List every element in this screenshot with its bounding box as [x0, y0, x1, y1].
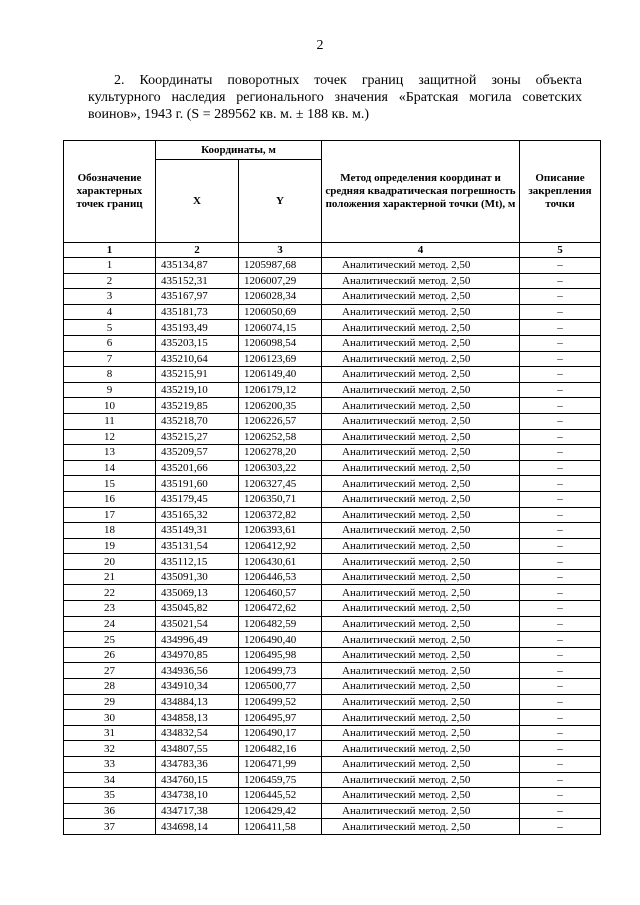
- point-number-cell: 7: [64, 351, 156, 367]
- point-number-cell: 31: [64, 725, 156, 741]
- method-cell: Аналитический метод. 2,50: [322, 569, 520, 585]
- point-number-cell: 16: [64, 491, 156, 507]
- method-cell: Аналитический метод. 2,50: [322, 335, 520, 351]
- x-coordinate-cell: 435069,13: [156, 585, 239, 601]
- method-cell: Аналитический метод. 2,50: [322, 647, 520, 663]
- y-coordinate-cell: 1206179,12: [239, 382, 322, 398]
- description-cell: –: [520, 601, 601, 617]
- table-row: [64, 523, 601, 539]
- description-cell: –: [520, 632, 601, 648]
- y-coordinate-cell: 1206412,92: [239, 538, 322, 554]
- description-cell: –: [520, 710, 601, 726]
- method-cell: Аналитический метод. 2,50: [322, 289, 520, 305]
- method-cell: Аналитический метод. 2,50: [322, 320, 520, 336]
- y-coordinate-cell: 1206445,52: [239, 788, 322, 804]
- description-cell: –: [520, 507, 601, 523]
- description-cell: –: [520, 788, 601, 804]
- table-row: [64, 460, 601, 476]
- description-cell: –: [520, 429, 601, 445]
- table-row: [64, 445, 601, 461]
- y-coordinate-cell: 1206123,69: [239, 351, 322, 367]
- y-coordinate-cell: 1206495,98: [239, 647, 322, 663]
- point-number-cell: 4: [64, 304, 156, 320]
- y-coordinate-cell: 1206499,52: [239, 694, 322, 710]
- y-coordinate-cell: 1206490,40: [239, 632, 322, 648]
- table-row: [64, 788, 601, 804]
- table-row: [64, 616, 601, 632]
- heading-line-3: воинов», 1943 г. (S = 289562 кв. м. ± 188 кв. м.): [88, 107, 370, 122]
- point-number-cell: 8: [64, 367, 156, 383]
- method-cell: Аналитический метод. 2,50: [322, 788, 520, 804]
- y-coordinate-cell: 1206007,29: [239, 273, 322, 289]
- table-row: [64, 647, 601, 663]
- header-coordinates: Координаты, м: [156, 141, 322, 160]
- coordinates-table: [63, 140, 601, 835]
- point-number-cell: 37: [64, 819, 156, 835]
- x-coordinate-cell: 434970,85: [156, 647, 239, 663]
- x-coordinate-cell: 434884,13: [156, 694, 239, 710]
- x-coordinate-cell: 435091,30: [156, 569, 239, 585]
- x-coordinate-cell: 434698,14: [156, 819, 239, 835]
- point-number-cell: 26: [64, 647, 156, 663]
- x-coordinate-cell: 435181,73: [156, 304, 239, 320]
- point-number-cell: 25: [64, 632, 156, 648]
- method-cell: Аналитический метод. 2,50: [322, 445, 520, 461]
- description-cell: –: [520, 647, 601, 663]
- header-y: Y: [239, 160, 322, 243]
- method-cell: Аналитический метод. 2,50: [322, 538, 520, 554]
- table-row: [64, 585, 601, 601]
- point-number-cell: 6: [64, 335, 156, 351]
- method-cell: Аналитический метод. 2,50: [322, 819, 520, 835]
- description-cell: –: [520, 258, 601, 274]
- point-number-cell: 12: [64, 429, 156, 445]
- y-coordinate-cell: 1206393,61: [239, 523, 322, 539]
- column-number-row: [64, 243, 601, 258]
- description-cell: –: [520, 569, 601, 585]
- description-cell: –: [520, 663, 601, 679]
- table-row: [64, 320, 601, 336]
- description-cell: –: [520, 273, 601, 289]
- point-number-cell: 2: [64, 273, 156, 289]
- point-number-cell: 35: [64, 788, 156, 804]
- x-coordinate-cell: 435219,10: [156, 382, 239, 398]
- x-coordinate-cell: 435219,85: [156, 398, 239, 414]
- method-cell: Аналитический метод. 2,50: [322, 554, 520, 570]
- point-number-cell: 9: [64, 382, 156, 398]
- point-number-cell: 24: [64, 616, 156, 632]
- table-row: [64, 757, 601, 773]
- x-coordinate-cell: 435149,31: [156, 523, 239, 539]
- y-coordinate-cell: 1206490,17: [239, 725, 322, 741]
- x-coordinate-cell: 435210,64: [156, 351, 239, 367]
- description-cell: –: [520, 491, 601, 507]
- description-cell: –: [520, 335, 601, 351]
- y-coordinate-cell: 1206430,61: [239, 554, 322, 570]
- y-coordinate-cell: 1206303,22: [239, 460, 322, 476]
- table-row: [64, 772, 601, 788]
- x-coordinate-cell: 434717,38: [156, 803, 239, 819]
- point-number-cell: 18: [64, 523, 156, 539]
- x-coordinate-cell: 435045,82: [156, 601, 239, 617]
- table-row: [64, 367, 601, 383]
- description-cell: –: [520, 741, 601, 757]
- table-row: [64, 429, 601, 445]
- x-coordinate-cell: 434807,55: [156, 741, 239, 757]
- point-number-cell: 32: [64, 741, 156, 757]
- method-cell: Аналитический метод. 2,50: [322, 367, 520, 383]
- y-coordinate-cell: 1206350,71: [239, 491, 322, 507]
- description-cell: –: [520, 616, 601, 632]
- x-coordinate-cell: 434910,34: [156, 679, 239, 695]
- y-coordinate-cell: 1206149,40: [239, 367, 322, 383]
- point-number-cell: 20: [64, 554, 156, 570]
- method-cell: Аналитический метод. 2,50: [322, 741, 520, 757]
- x-coordinate-cell: 435179,45: [156, 491, 239, 507]
- y-coordinate-cell: 1206278,20: [239, 445, 322, 461]
- point-number-cell: 10: [64, 398, 156, 414]
- x-coordinate-cell: 435201,66: [156, 460, 239, 476]
- y-coordinate-cell: 1206446,53: [239, 569, 322, 585]
- x-coordinate-cell: 435152,31: [156, 273, 239, 289]
- method-cell: Аналитический метод. 2,50: [322, 273, 520, 289]
- point-number-cell: 5: [64, 320, 156, 336]
- description-cell: –: [520, 289, 601, 305]
- point-number-cell: 29: [64, 694, 156, 710]
- table-row: [64, 632, 601, 648]
- point-number-cell: 34: [64, 772, 156, 788]
- point-number-cell: 28: [64, 679, 156, 695]
- x-coordinate-cell: 435209,57: [156, 445, 239, 461]
- method-cell: Аналитический метод. 2,50: [322, 772, 520, 788]
- table-row: [64, 351, 601, 367]
- x-coordinate-cell: 435215,27: [156, 429, 239, 445]
- method-cell: Аналитический метод. 2,50: [322, 757, 520, 773]
- column-number: 4: [322, 243, 520, 258]
- y-coordinate-cell: 1206074,15: [239, 320, 322, 336]
- table-row: [64, 273, 601, 289]
- method-cell: Аналитический метод. 2,50: [322, 585, 520, 601]
- y-coordinate-cell: 1206460,57: [239, 585, 322, 601]
- description-cell: –: [520, 367, 601, 383]
- x-coordinate-cell: 435218,70: [156, 413, 239, 429]
- table-row: [64, 476, 601, 492]
- method-cell: Аналитический метод. 2,50: [322, 803, 520, 819]
- x-coordinate-cell: 434996,49: [156, 632, 239, 648]
- header-point-designation: Обозначение характерных точек границ: [64, 141, 156, 243]
- x-coordinate-cell: 435193,49: [156, 320, 239, 336]
- y-coordinate-cell: 1206482,59: [239, 616, 322, 632]
- x-coordinate-cell: 435021,54: [156, 616, 239, 632]
- table-row: [64, 304, 601, 320]
- x-coordinate-cell: 435134,87: [156, 258, 239, 274]
- description-cell: –: [520, 585, 601, 601]
- table-row: [64, 601, 601, 617]
- point-number-cell: 33: [64, 757, 156, 773]
- y-coordinate-cell: 1206471,99: [239, 757, 322, 773]
- description-cell: –: [520, 679, 601, 695]
- description-cell: –: [520, 803, 601, 819]
- y-coordinate-cell: 1206472,62: [239, 601, 322, 617]
- section-heading: [88, 72, 582, 123]
- y-coordinate-cell: 1206411,58: [239, 819, 322, 835]
- x-coordinate-cell: 434858,13: [156, 710, 239, 726]
- table-row: [64, 819, 601, 835]
- y-coordinate-cell: 1206327,45: [239, 476, 322, 492]
- y-coordinate-cell: 1206429,42: [239, 803, 322, 819]
- method-cell: Аналитический метод. 2,50: [322, 476, 520, 492]
- y-coordinate-cell: 1205987,68: [239, 258, 322, 274]
- description-cell: –: [520, 523, 601, 539]
- table-row: [64, 679, 601, 695]
- y-coordinate-cell: 1206500,77: [239, 679, 322, 695]
- method-cell: Аналитический метод. 2,50: [322, 616, 520, 632]
- point-number-cell: 23: [64, 601, 156, 617]
- method-cell: Аналитический метод. 2,50: [322, 351, 520, 367]
- method-cell: Аналитический метод. 2,50: [322, 694, 520, 710]
- point-number-cell: 27: [64, 663, 156, 679]
- description-cell: –: [520, 460, 601, 476]
- method-cell: Аналитический метод. 2,50: [322, 460, 520, 476]
- point-number-cell: 15: [64, 476, 156, 492]
- table-row: [64, 382, 601, 398]
- method-cell: Аналитический метод. 2,50: [322, 413, 520, 429]
- description-cell: –: [520, 694, 601, 710]
- x-coordinate-cell: 435112,15: [156, 554, 239, 570]
- method-cell: Аналитический метод. 2,50: [322, 679, 520, 695]
- description-cell: –: [520, 304, 601, 320]
- method-cell: Аналитический метод. 2,50: [322, 382, 520, 398]
- method-cell: Аналитический метод. 2,50: [322, 491, 520, 507]
- point-number-cell: 36: [64, 803, 156, 819]
- method-cell: Аналитический метод. 2,50: [322, 663, 520, 679]
- point-number-cell: 19: [64, 538, 156, 554]
- point-number-cell: 21: [64, 569, 156, 585]
- x-coordinate-cell: 434783,36: [156, 757, 239, 773]
- table-row: [64, 538, 601, 554]
- table-row: [64, 663, 601, 679]
- y-coordinate-cell: 1206499,73: [239, 663, 322, 679]
- column-number: 1: [64, 243, 156, 258]
- column-number: 5: [520, 243, 601, 258]
- column-number: 3: [239, 243, 322, 258]
- method-cell: Аналитический метод. 2,50: [322, 429, 520, 445]
- y-coordinate-cell: 1206495,97: [239, 710, 322, 726]
- table-row: [64, 725, 601, 741]
- method-cell: Аналитический метод. 2,50: [322, 601, 520, 617]
- header-x: X: [156, 160, 239, 243]
- header-description: Описание закрепления точки: [520, 141, 601, 243]
- method-cell: Аналитический метод. 2,50: [322, 258, 520, 274]
- table-row: [64, 398, 601, 414]
- description-cell: –: [520, 554, 601, 570]
- description-cell: –: [520, 538, 601, 554]
- point-number-cell: 14: [64, 460, 156, 476]
- description-cell: –: [520, 413, 601, 429]
- point-number-cell: 1: [64, 258, 156, 274]
- table-row: [64, 803, 601, 819]
- description-cell: –: [520, 351, 601, 367]
- table-row: [64, 491, 601, 507]
- x-coordinate-cell: 435131,54: [156, 538, 239, 554]
- method-cell: Аналитический метод. 2,50: [322, 523, 520, 539]
- heading-line-2: культурного наследия регионального значения «Братская могила советских: [88, 90, 582, 105]
- header-method: Метод определения координат и средняя квадратическая погрешность положения характерной точки (Mt), м: [322, 141, 520, 243]
- point-number-cell: 22: [64, 585, 156, 601]
- y-coordinate-cell: 1206226,57: [239, 413, 322, 429]
- table-row: [64, 289, 601, 305]
- y-coordinate-cell: 1206098,54: [239, 335, 322, 351]
- heading-line-1: 2. Координаты поворотных точек границ защитной зоны объекта: [114, 73, 582, 88]
- method-cell: Аналитический метод. 2,50: [322, 304, 520, 320]
- description-cell: –: [520, 398, 601, 414]
- description-cell: –: [520, 772, 601, 788]
- method-cell: Аналитический метод. 2,50: [322, 398, 520, 414]
- table-row: [64, 694, 601, 710]
- point-number-cell: 11: [64, 413, 156, 429]
- method-cell: Аналитический метод. 2,50: [322, 710, 520, 726]
- description-cell: –: [520, 445, 601, 461]
- x-coordinate-cell: 435167,97: [156, 289, 239, 305]
- x-coordinate-cell: 435203,15: [156, 335, 239, 351]
- x-coordinate-cell: 434760,15: [156, 772, 239, 788]
- y-coordinate-cell: 1206200,35: [239, 398, 322, 414]
- table-row: [64, 335, 601, 351]
- x-coordinate-cell: 434936,56: [156, 663, 239, 679]
- description-cell: –: [520, 476, 601, 492]
- description-cell: –: [520, 382, 601, 398]
- table-row: [64, 569, 601, 585]
- point-number-cell: 17: [64, 507, 156, 523]
- method-cell: Аналитический метод. 2,50: [322, 725, 520, 741]
- column-number: 2: [156, 243, 239, 258]
- y-coordinate-cell: 1206482,16: [239, 741, 322, 757]
- page-number: 2: [316, 38, 324, 53]
- x-coordinate-cell: 435191,60: [156, 476, 239, 492]
- description-cell: –: [520, 757, 601, 773]
- description-cell: –: [520, 320, 601, 336]
- method-cell: Аналитический метод. 2,50: [322, 632, 520, 648]
- table-row: [64, 507, 601, 523]
- y-coordinate-cell: 1206252,58: [239, 429, 322, 445]
- table-row: [64, 413, 601, 429]
- point-number-cell: 3: [64, 289, 156, 305]
- table-row: [64, 741, 601, 757]
- table-row: [64, 554, 601, 570]
- table-row: [64, 710, 601, 726]
- y-coordinate-cell: 1206372,82: [239, 507, 322, 523]
- y-coordinate-cell: 1206459,75: [239, 772, 322, 788]
- point-number-cell: 13: [64, 445, 156, 461]
- x-coordinate-cell: 434832,54: [156, 725, 239, 741]
- y-coordinate-cell: 1206050,69: [239, 304, 322, 320]
- table-row: [64, 258, 601, 274]
- description-cell: –: [520, 725, 601, 741]
- x-coordinate-cell: 435215,91: [156, 367, 239, 383]
- description-cell: –: [520, 819, 601, 835]
- point-number-cell: 30: [64, 710, 156, 726]
- x-coordinate-cell: 434738,10: [156, 788, 239, 804]
- x-coordinate-cell: 435165,32: [156, 507, 239, 523]
- method-cell: Аналитический метод. 2,50: [322, 507, 520, 523]
- y-coordinate-cell: 1206028,34: [239, 289, 322, 305]
